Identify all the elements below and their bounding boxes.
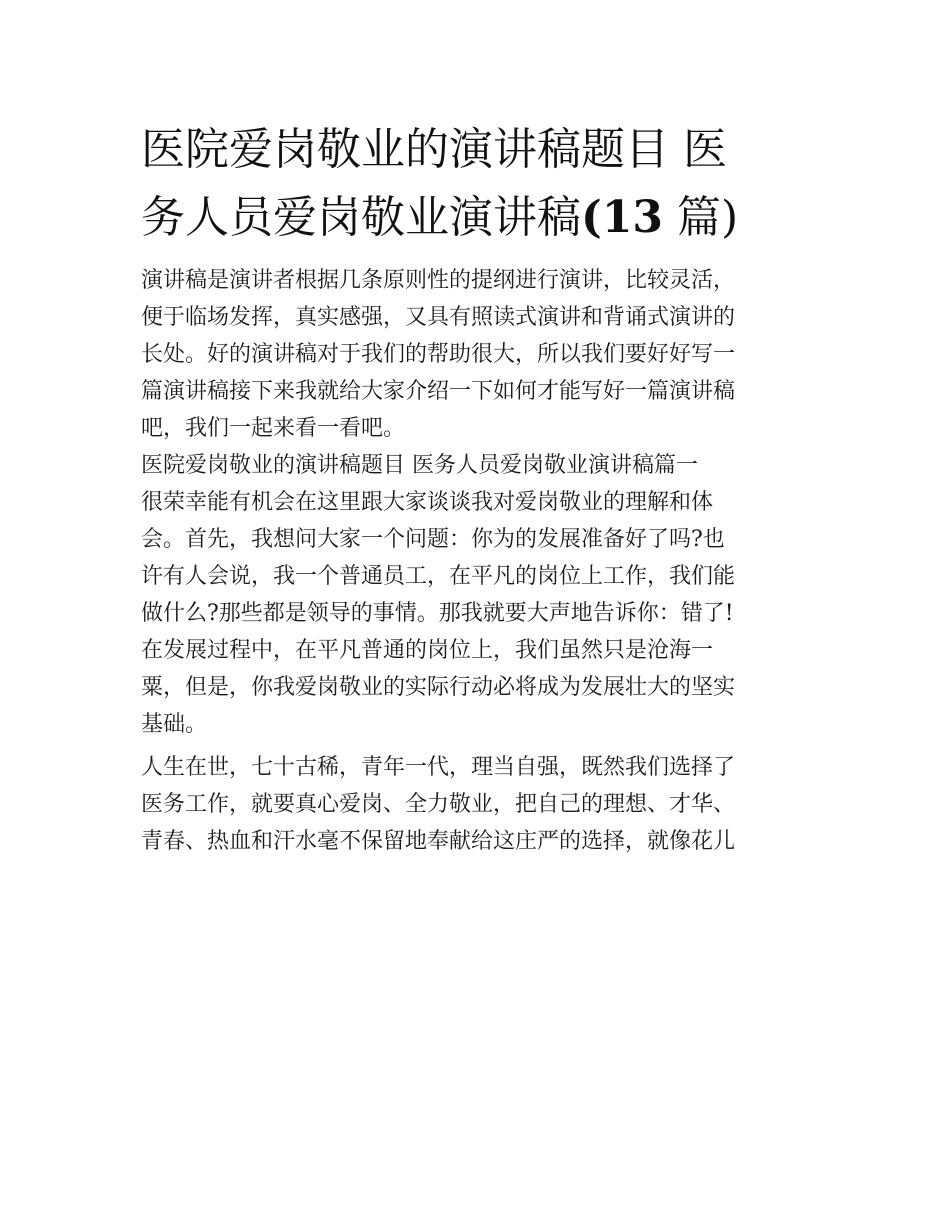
text-line: 青春、热血和汗水毫不保留地奉献给这庄严的选择，就像花儿	[141, 829, 736, 854]
text-line: 在发展过程中，在平凡普通的岗位上，我们虽然只是沧海一	[141, 638, 714, 663]
text-line: 篇演讲稿接下来我就给大家介绍一下如何才能写好一篇演讲稿	[141, 379, 736, 404]
text-line: 演讲稿是演讲者根据几条原则性的提纲进行演讲，比较灵活，	[141, 268, 736, 293]
text-line: 做什么?那些都是领导的事情。那我就要大声地告诉你：错了!	[141, 601, 734, 626]
text-line: 便于临场发挥，真实感强，又具有照读式演讲和背诵式演讲的	[141, 305, 736, 330]
text-line: 人生在世，七十古稀，青年一代，理当自强，既然我们选择了	[141, 755, 736, 780]
text-line: 基础。	[141, 712, 208, 737]
paragraph-2	[141, 484, 813, 743]
text-line: 许有人会说，我一个普通员工，在平凡的岗位上工作，我们能	[141, 564, 736, 589]
text-line: 医务工作，就要真心爱岗、全力敬业，把自己的理想、才华、	[141, 792, 736, 817]
intro-paragraph	[141, 262, 813, 447]
title-count-suffix: 篇)	[663, 192, 739, 243]
title-line-1: 医院爱岗敬业的演讲稿题目 医	[141, 124, 727, 175]
paragraph-3	[141, 749, 813, 860]
document-content	[141, 116, 813, 860]
document-title	[141, 116, 813, 252]
text-line: 长处。好的演讲稿对于我们的帮助很大，所以我们要好好写一	[141, 342, 736, 367]
text-line: 很荣幸能有机会在这里跟大家谈谈我对爱岗敬业的理解和体	[141, 490, 714, 515]
text-line: 粟，但是，你我爱岗敬业的实际行动必将成为发展壮大的坚实	[141, 675, 736, 700]
title-line-2-text: 务人员爱岗敬业演讲稿	[141, 192, 581, 243]
title-count: (13	[581, 192, 664, 243]
text-line: 吧，我们一起来看一看吧。	[141, 416, 406, 441]
section-heading	[141, 447, 813, 484]
text-line: 会。首先，我想问大家一个问题：你为的发展准备好了吗?也	[141, 527, 725, 552]
title-line-2	[141, 184, 813, 252]
section-heading-text: 医院爱岗敬业的演讲稿题目 医务人员爱岗敬业演讲稿篇一	[141, 453, 698, 478]
